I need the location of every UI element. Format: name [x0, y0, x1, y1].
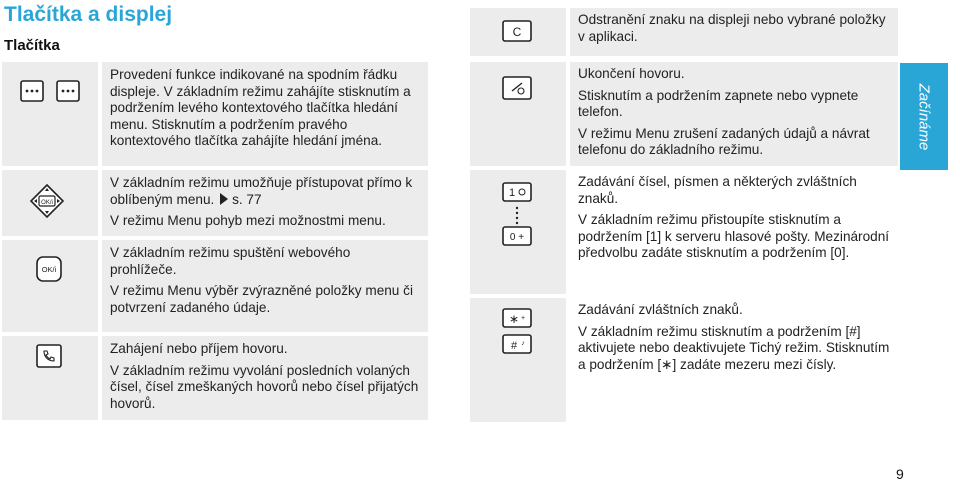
ok-web-key-icon [36, 256, 62, 282]
svg-text:C: C [512, 25, 522, 39]
key-row-power-end [470, 62, 898, 166]
svg-text:#: # [510, 340, 518, 352]
dial-key-description: Zahájení nebo příjem hovoru. V základním režimu vyvolání posledních volaných čísel, čísel zmeškaných hovorů nebo čísel přijatých hovorů. [102, 336, 428, 420]
alphanumeric-keys-icon [502, 182, 532, 246]
alphanumeric-keys-description: Zadávání čísel, písmen a některých zvláštních znaků. V základním režimu přistoupíte stisknutím a podržením [1] k serveru hlasové pošty. Mezinárodní předvolbu zadáte stisknutím a podržením [0]. [578, 174, 890, 260]
key-row-soft-keys [2, 62, 428, 166]
power-end-key-description: Ukončení hovoru. Stisknutím a podržením zapnete nebo vypnete telefon. V režimu Menu zrušení zadaných údajů a návrat telefonu do základního režimu. [570, 62, 898, 166]
soft-keys-description: Provedení funkce indikované na spodním řádku displeje. V základním režimu zahájíte stisknutím a podržením levého kontextového tlačítka hledání menu. Stisknutím a podržením pravého kontextového tlačítka zahájíte hledání jména. [102, 62, 428, 166]
key-row-special [470, 298, 898, 422]
clear-key-icon [502, 20, 532, 42]
svg-text:+: + [520, 315, 526, 322]
ok-web-key-description: V základním režimu spuštění webového prohlížeče. V režimu Menu výběr zvýrazněné položky menu či potvrzení zadaného údaje. [102, 240, 428, 332]
soft-keys-icon [20, 80, 82, 104]
key-row-alphanumeric [470, 170, 898, 294]
navigation-key-icon [30, 184, 64, 218]
key-row-dial [2, 336, 428, 420]
chapter-side-tab-label: Začínáme [915, 83, 933, 150]
power-end-key-icon [502, 76, 532, 100]
section-title: Tlačítka a displej [4, 3, 173, 26]
clear-key-description: Odstranění znaku na displeji nebo vybrané položky v aplikaci. [570, 8, 898, 56]
svg-text:1: 1 [508, 187, 516, 199]
page-reference[interactable]: s. 77 [232, 191, 262, 207]
special-keys-description: Zadávání zvláštních znaků. V základním režimu stisknutím a podržením [#] aktivujete nebo deaktivujete Tichý režim. Stisknutím a podržením [∗] zadáte mezeru mezi čísly. [578, 302, 890, 372]
page-number: 9 [896, 466, 904, 482]
key-row-ok-web [2, 240, 428, 332]
svg-text:♪: ♪ [521, 340, 525, 347]
dial-key-icon [36, 344, 62, 368]
chapter-side-tab[interactable] [900, 63, 948, 170]
key-row-navigation [2, 170, 428, 236]
special-keys-icon [502, 308, 532, 354]
svg-text:∗: ∗ [508, 312, 520, 326]
svg-text:OK/i: OK/i [41, 265, 57, 274]
svg-text:OK/i: OK/i [41, 200, 53, 206]
section-subtitle: Tlačítka [4, 37, 60, 54]
page-reference-arrow-icon [220, 193, 228, 205]
navigation-key-description: V základním režimu umožňuje přístupovat přímo k oblíbeným menu. s. 77 V režimu Menu pohyb mezi možnostmi menu. [102, 170, 428, 236]
svg-text:0 +: 0 + [509, 232, 525, 243]
key-row-clear [470, 8, 898, 56]
